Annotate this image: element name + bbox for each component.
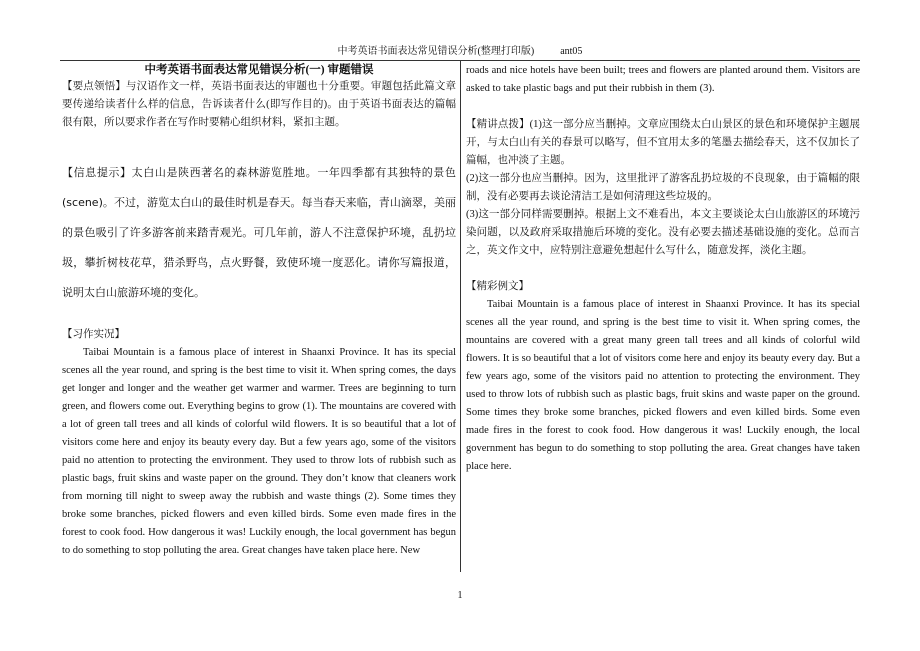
article-title: 中考英语书面表达常见错误分析(一) 审题错误 — [144, 64, 374, 76]
comment-3: (3)这一部分同样需要删掉。根据上文不难看出，本文主要谈论太白山旅游区的环境污染问题，以及政府采取措施后环境的变化。没有必要去描述基础设施的变化。总而言之，英文作文中，应特别注意避免想起什么写什么，随意发挥，淡化主题。 — [466, 209, 860, 256]
page-number: 1 — [457, 590, 463, 601]
info-prompt-paragraph: 【信息提示】太白山是陕西著名的森林游览胜地。一年四季都有其独特的景色(scene)。不过，游览太白山的最佳时机是春天。每当春天来临，青山滴翠，美丽的景色吸引了许多游客前来踏青观光。可几年前，游人不注意保护环境，乱扔垃圾，攀折树枝花草，猎杀野鸟，点火野餐，致使环境一度恶化。请你写篇报道，说明太白山旅游环境的变化。 — [62, 166, 456, 299]
practice-essay-continued: roads and nice hotels have been built; trees and flowers are planted around them. Visitors are asked to take plastic bags and put their rubbish in them (3). — [466, 65, 860, 94]
page-header — [60, 44, 860, 61]
column-divider — [460, 60, 461, 572]
header-title: 中考英语书面表达常见错误分析(整理打印版) — [337, 46, 535, 57]
key-points-paragraph: 【要点领悟】与汉语作文一样，英语书面表达的审题也十分重要。审题包括此篇文章要传递给读者什么样的信息，告诉读者什么(即写作目的)。由于英语书面表达的篇幅很有限，所以要求作者在写作时要精心组织材料，紧扣主题。 — [62, 81, 456, 128]
right-column — [466, 62, 860, 476]
comment-2: (2)这一部分也应当删掉。因为，这里批评了游客乱扔垃圾的不良现象，由于篇幅的限制，没有必要再去谈论清洁工是如何清理这些垃圾的。 — [466, 173, 860, 202]
practice-heading: 【习作实况】 — [62, 329, 125, 340]
header-code: ant05 — [560, 46, 583, 57]
left-column — [62, 62, 456, 560]
model-essay-text: Taibai Mountain is a famous place of interest in Shaanxi Province. It has its special scenes all the year round, and spring is the best time to visit it. When spring comes, the mountains are covered with a great many green tall trees and all kinds of colorful wild flowers. It is so beautiful that a lot of visitors come here and enjoy its beauty every day. But a few years ago, some of the visitors paid no attention to protecting the environment. They used to throw lots of rubbish such as plastic bags, fruit skins and waste paper on the ground. Some times they broke some branches, picked flowers and even killed birds. Some even made fires in the forest to cook food. How dangerous it was! Luckily enough, the local government has begun to do something to stop polluting the area. Great changes have taken place here. — [466, 299, 860, 472]
practice-essay-text: Taibai Mountain is a famous place of interest in Shaanxi Province. It has its special scenes all the year round, and spring is the best time to visit it. When spring comes, the days get longer and longer and the weather get warmer and warmer. Trees are beginning to turn green, and flowers come out. Everything begins to grow (1). The mountains are covered with a lot of green tall trees and all kinds of colorful wild flowers. It is so beautiful that a lot of visitors come here and enjoy its beauty every day. But a few years ago, some of the visitors paid no attention to protecting the environment. They used to throw lots of rubbish such as plastic bags, fruit skins and waste paper on the ground. They don’t know that cleaners work from morning till night to sweep away the rubbish and waste things (2). Some times they broke some branches, picked flowers and even killed birds. Some even made fires in the forest to cook food. How dangerous it was! Luckily enough, the local government has begun to do something to stop polluting the area. Great changes have taken place here. New — [62, 347, 456, 556]
model-essay-heading: 【精彩例文】 — [466, 281, 529, 292]
comment-1: 【精讲点拨】(1)这一部分应当删掉。文章应围绕太白山景区的景色和环境保护主题展开，与太白山有关的春景可以略写，但不宜用太多的笔墨去描绘春天，这不仅加长了篇幅，也冲淡了主题。 — [466, 119, 860, 166]
